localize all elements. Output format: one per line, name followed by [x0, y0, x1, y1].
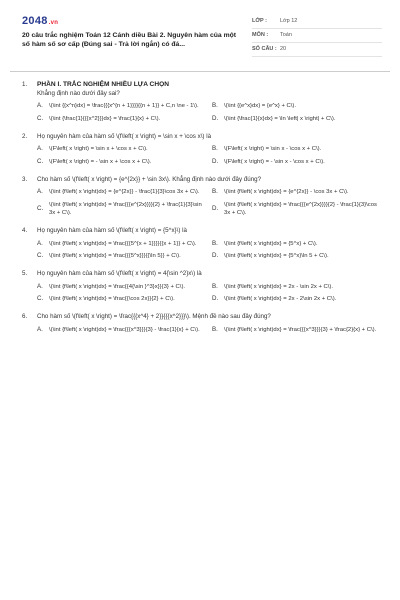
- option-text: \(F\left( x \right) = \sin x + \cos x + C\).: [49, 146, 148, 153]
- answer-option[interactable]: [37, 201, 202, 218]
- question-header: [22, 133, 377, 141]
- question-body: [37, 176, 377, 184]
- option-letter: B.: [212, 102, 218, 110]
- question-item: [22, 313, 377, 334]
- question-item: [22, 270, 377, 303]
- document-title: 20 câu trắc nghiệm Toán 12 Cánh diều Bài 2. Nguyên hàm của một số hàm số sơ cấp (Đúng sai - Trả lời ngắn) có đá...: [22, 32, 237, 49]
- question-body: [37, 227, 377, 235]
- question-header: [22, 176, 377, 184]
- question-list: [22, 81, 377, 344]
- option-text: \(\int {f\left( x \right)dx} = {5^x}\ln 5 + C\).: [224, 253, 329, 260]
- answer-option[interactable]: [37, 326, 202, 334]
- question-header: [22, 227, 377, 235]
- answer-option[interactable]: [212, 252, 377, 260]
- option-letter: B.: [212, 188, 218, 196]
- option-text: \(\int {{x^n}dx} = \frac{{{x^{n + 1}}}}{{n + 1}} + C,n \ne - 1\).: [49, 103, 199, 110]
- question-header: [22, 270, 377, 278]
- question-header: [22, 81, 377, 98]
- question-text: Cho hàm số \(f\left( x \right) = {e^{2x}} + \sin 3x\). Khẳng định nào dưới đây đúng?: [37, 176, 262, 184]
- option-letter: A.: [37, 239, 43, 247]
- question-text: Họ nguyên hàm của hàm số \(f\left( x \right) = \sin x + \cos x\) là: [37, 132, 212, 140]
- option-letter: B.: [212, 145, 218, 153]
- option-text: \(\int {f\left( x \right)dx} = \frac{{{x^3}}}{3} - \frac{1}{x} + C\).: [49, 326, 200, 333]
- option-text: \(\int {{e^x}dx} = {e^x} + C\).: [224, 103, 297, 110]
- option-text: \(\int {f\left( x \right)dx} = {5^x} + C\).: [224, 240, 318, 247]
- question-item: [22, 81, 377, 123]
- answer-options: [37, 188, 377, 217]
- answer-option[interactable]: [37, 158, 202, 166]
- answer-option[interactable]: [37, 283, 202, 291]
- question-number: 4.: [22, 227, 28, 235]
- option-text: \(\int {f\left( x \right)dx} = {e^{2x}} - \cos 3x + C\).: [224, 189, 349, 196]
- answer-options: [37, 283, 377, 304]
- answer-option[interactable]: [37, 240, 202, 248]
- answer-option[interactable]: [37, 252, 202, 260]
- answer-option[interactable]: [37, 145, 202, 153]
- option-text: \(F\left( x \right) = - \sin x - \cos x + C\).: [224, 158, 325, 165]
- option-letter: A.: [37, 102, 43, 110]
- answer-option[interactable]: [212, 115, 377, 123]
- document-header: [22, 14, 382, 60]
- option-letter: B.: [212, 282, 218, 290]
- answer-option[interactable]: [37, 295, 202, 303]
- option-letter: B.: [212, 325, 218, 333]
- answer-options: [37, 326, 377, 334]
- option-text: \(\int {f\left( x \right)dx} = \frac{{4{\sin }^3}x}}{3} + C\).: [49, 283, 186, 290]
- option-letter: D.: [212, 114, 219, 122]
- answer-option[interactable]: [212, 201, 377, 218]
- meta-value-socau: 20: [280, 45, 287, 52]
- meta-label-socau: SỐ CÂU :: [252, 45, 277, 52]
- answer-option[interactable]: [212, 188, 377, 196]
- answer-option[interactable]: [37, 188, 202, 196]
- option-text: \(\int {\frac{1}{x}dx} = \ln \left| x \right| + C\).: [224, 115, 336, 122]
- question-number: 5.: [22, 270, 28, 278]
- header-divider: [10, 71, 390, 72]
- option-letter: A.: [37, 282, 43, 290]
- site-logo[interactable]: [22, 14, 58, 29]
- option-text: \(\int {f\left( x \right)dx} = 2x - \sin 2x + C\).: [224, 283, 334, 290]
- answer-option[interactable]: [212, 240, 377, 248]
- option-letter: C.: [37, 157, 44, 165]
- answer-options: [37, 145, 377, 166]
- option-text: \(\int {f\left( x \right)dx} = \frac{{\cos 2x}}{2} + C\).: [49, 296, 175, 303]
- question-item: [22, 227, 377, 260]
- question-item: [22, 133, 377, 166]
- answer-options: [37, 102, 377, 123]
- option-text: \(\int {f\left( x \right)dx} = 2x - 2\sin 2x + C\).: [224, 296, 337, 303]
- option-text: \(\int {f\left( x \right)dx} = \frac{{{5^x}}}{{\ln 5}} + C\).: [49, 253, 181, 260]
- option-letter: A.: [37, 188, 43, 196]
- answer-option[interactable]: [212, 158, 377, 166]
- question-body: [37, 270, 377, 278]
- meta-row-socau: [252, 43, 382, 57]
- logo-brand: 2048: [22, 15, 48, 27]
- option-text: \(\int {f\left( x \right)dx} = \frac{{{5^{x + 1}}}}{{x + 1}} + C\).: [49, 240, 197, 247]
- option-letter: A.: [37, 145, 43, 153]
- option-letter: C.: [37, 295, 44, 303]
- answer-option[interactable]: [212, 326, 377, 334]
- answer-options: [37, 240, 377, 261]
- answer-option[interactable]: [37, 115, 202, 123]
- logo-suffix: .vn: [48, 20, 59, 26]
- question-text: Họ nguyên hàm của hàm số \(f\left( x \right) = {5^x}\) là: [37, 227, 187, 235]
- option-text: \(\int {\frac{1}{{{x^2}}}dx} = \frac{1}{x} + C\).: [49, 115, 161, 122]
- option-letter: C.: [37, 114, 44, 122]
- meta-label-lop: LỚP :: [252, 17, 267, 24]
- meta-row-lop: [252, 15, 382, 29]
- answer-option[interactable]: [37, 102, 202, 110]
- option-text: \(\int {f\left( x \right)dx} = \frac{{{e^{2x}}}}{2} - \frac{1}{3}\cos 3x + C\).: [224, 201, 377, 217]
- question-text: Khẳng định nào dưới đây sai?: [37, 89, 120, 97]
- answer-option[interactable]: [212, 283, 377, 291]
- option-text: \(\int {f\left( x \right)dx} = \frac{{{e^{2x}}}}{2} + \frac{1}{3}\sin 3x + C\).: [49, 201, 202, 217]
- question-number: 2.: [22, 132, 28, 140]
- answer-option[interactable]: [212, 145, 377, 153]
- option-letter: B.: [212, 239, 218, 247]
- meta-label-mon: MÔN :: [252, 31, 269, 38]
- answer-option[interactable]: [212, 295, 377, 303]
- question-body: [37, 313, 377, 321]
- option-text: \(F\left( x \right) = \sin x - \cos x + C\).: [224, 146, 322, 153]
- question-item: [22, 176, 377, 217]
- option-text: \(F\left( x \right) = - \sin x + \cos x + C\).: [49, 158, 152, 165]
- question-body: [37, 133, 377, 141]
- question-text: Cho hàm số \(f\left( x \right) = \frac{{{x^4} + 2}}{{{x^2}}}\). Mệnh đề nào sau đây đúng?: [37, 313, 271, 321]
- question-body: [37, 81, 377, 98]
- section-title: PHẦN I. TRẮC NGHIỆM NHIỀU LỰA CHỌN: [37, 81, 169, 88]
- question-number: 6.: [22, 313, 28, 321]
- option-letter: D.: [212, 295, 219, 303]
- answer-option[interactable]: [212, 102, 377, 110]
- option-letter: C.: [37, 252, 44, 260]
- question-text: Họ nguyên hàm của hàm số \(f\left( x \right) = 4{\sin ^2}x\) là: [37, 270, 202, 278]
- option-letter: C.: [37, 204, 44, 212]
- question-number: 1.: [22, 81, 28, 88]
- meta-row-mon: [252, 29, 382, 43]
- option-text: \(\int {f\left( x \right)dx} = \frac{{{x^3}}}{3} + \frac{2}{x} + C\).: [224, 326, 377, 333]
- option-letter: D.: [212, 204, 219, 212]
- document-meta: [252, 15, 382, 57]
- option-letter: D.: [212, 252, 219, 260]
- option-letter: A.: [37, 325, 43, 333]
- option-text: \(\int {f\left( x \right)dx} = {e^{2x}} - \frac{1}{3}\cos 3x + C\).: [49, 189, 200, 196]
- question-number: 3.: [22, 176, 28, 184]
- question-header: [22, 313, 377, 321]
- option-letter: D.: [212, 157, 219, 165]
- meta-value-mon: Toán: [280, 31, 292, 38]
- meta-value-lop: Lớp 12: [280, 17, 298, 24]
